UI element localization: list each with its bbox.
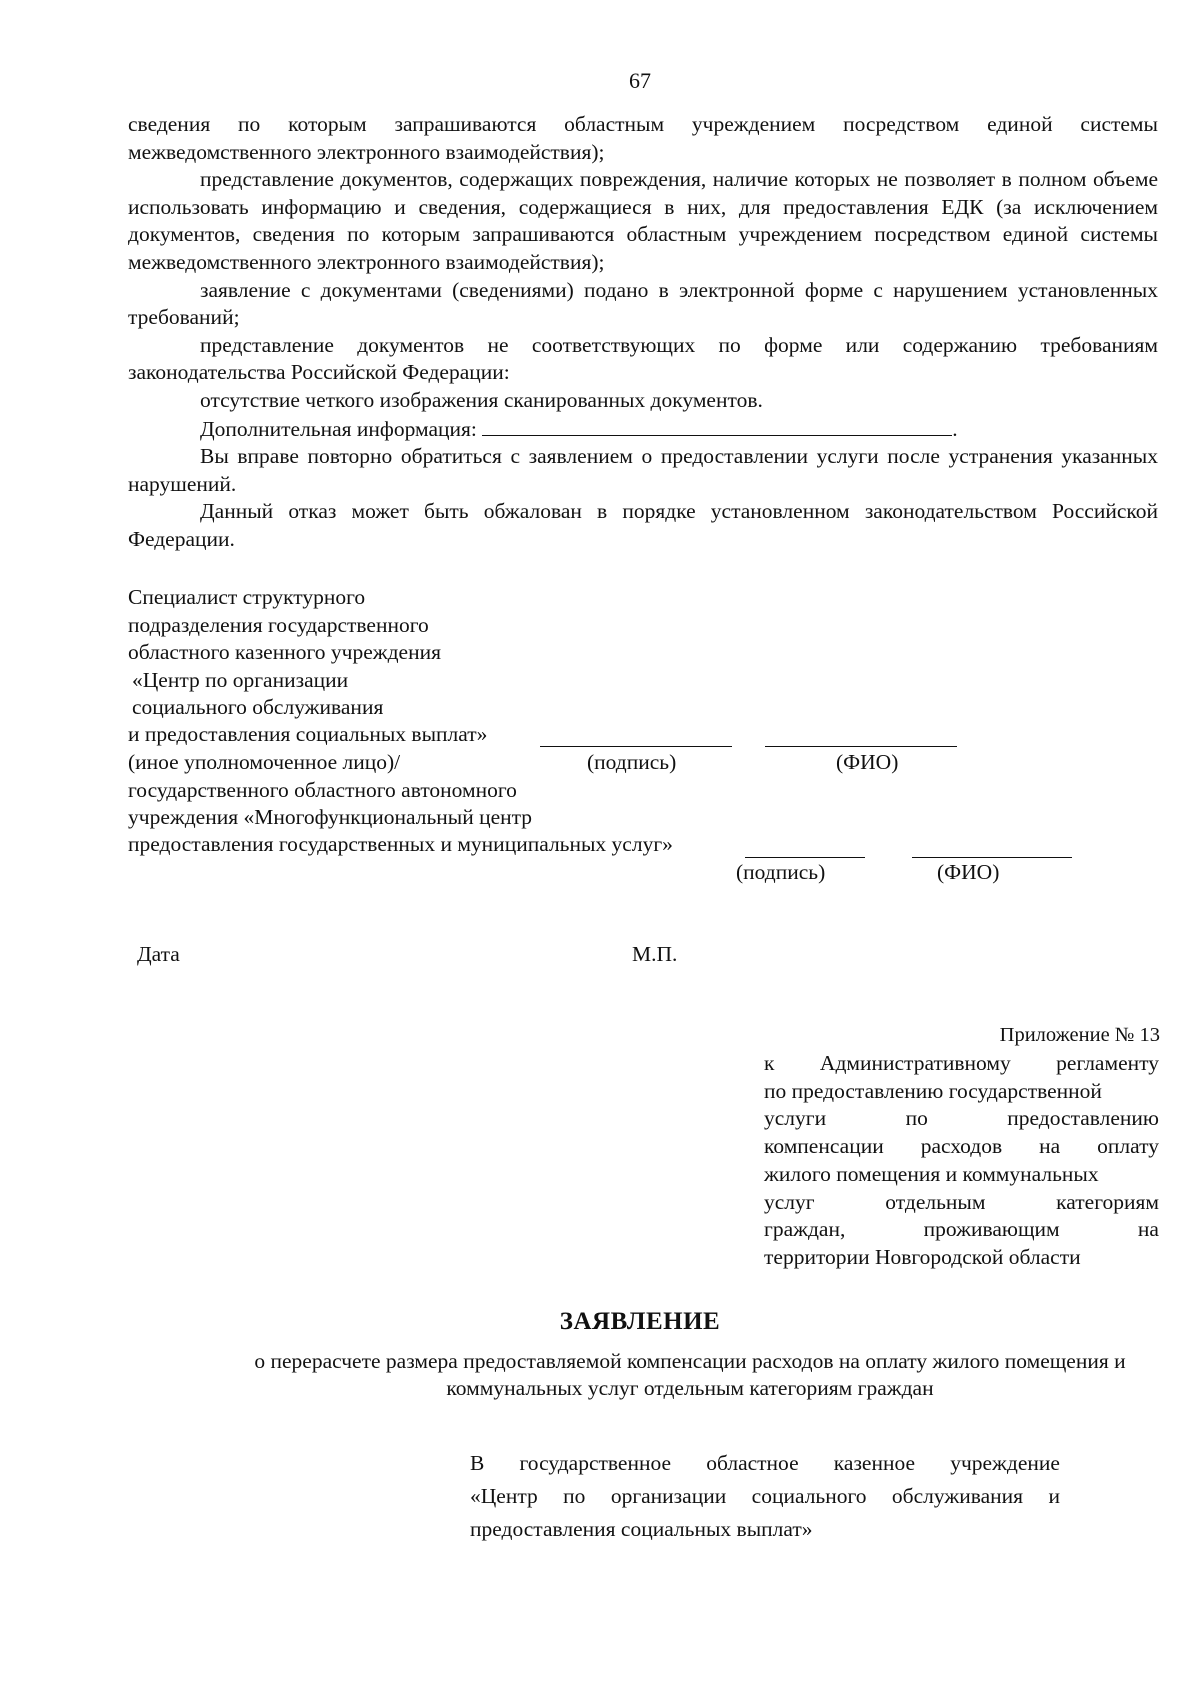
signature-line-2 <box>745 857 865 858</box>
appendix-word: граждан, <box>764 1217 846 1242</box>
addressee-word: В <box>470 1451 485 1475</box>
addressee-line <box>470 1447 1060 1480</box>
appendix-word: по <box>905 1106 928 1131</box>
sig-line-2: подразделения государственного <box>128 613 429 637</box>
appendix-word: на <box>1039 1134 1061 1159</box>
sig-line-6: и предоставления социальных выплат» <box>128 722 488 746</box>
refusal-body-text <box>128 111 1158 554</box>
paragraph-1: сведения по которым запрашиваются областным учреждением посредством единой системы межведомственного электронного взаимодействия); <box>128 112 1158 164</box>
name-caption-2: (ФИО) <box>937 860 1000 884</box>
appendix-word: услуги <box>764 1106 827 1131</box>
signature-caption-2: (подпись) <box>736 860 826 884</box>
appendix-word: к <box>764 1051 775 1075</box>
appendix-word: предоставлению <box>1007 1106 1159 1131</box>
appendix-word: оплату <box>1097 1134 1159 1159</box>
sig-line-10: предоставления государственных и муниципальных услуг» <box>128 832 673 856</box>
addressee-word: казенное <box>833 1451 916 1475</box>
paragraph-4: представление документов не соответствующих по форме или содержанию требованиям законодательства Российской Федерации: <box>128 332 1158 385</box>
addressee-word: предоставления социальных выплат» <box>470 1517 813 1541</box>
appendix-word: отдельным <box>885 1189 986 1214</box>
addressee-word: «Центр <box>470 1484 538 1508</box>
addressee-word: организации <box>610 1484 727 1508</box>
appendix-word: регламенту <box>1056 1051 1159 1075</box>
appendix-word: Административному <box>819 1051 1011 1075</box>
appendix-word: категориям <box>1056 1189 1159 1214</box>
signature-caption-1: (подпись) <box>587 750 677 774</box>
addressee-word: социального <box>751 1484 867 1508</box>
appendix-line <box>764 1133 1159 1161</box>
name-line-2 <box>912 857 1072 858</box>
additional-info-line <box>128 415 1158 444</box>
statement-title: ЗАЯВЛЕНИЕ <box>559 1308 721 1335</box>
appendix-reference <box>764 1050 1159 1272</box>
additional-info-label: Дополнительная информация: <box>200 416 477 441</box>
appendix-word: проживающим <box>923 1217 1060 1242</box>
sig-line-7: (иное уполномоченное лицо)/ <box>128 750 401 774</box>
statement-subtitle: о перерасчете размера предоставляемой компенсации расходов на оплату жилого помещения и коммунальных услуг отдельным категориям граждан <box>254 1349 1126 1400</box>
addressee-line <box>470 1480 1060 1513</box>
paragraph-7: Вы вправе повторно обратиться с заявлением о предоставлении услуги после устранения указанных нарушений. <box>128 444 1158 496</box>
appendix-line <box>764 1078 1159 1106</box>
sig-line-1: Специалист структурного <box>128 585 366 609</box>
appendix-word: по предоставлению государственной <box>764 1078 1102 1103</box>
signature-line-1 <box>540 746 732 747</box>
appendix-word: компенсации <box>764 1134 884 1159</box>
addressee-word: учреждение <box>950 1451 1060 1475</box>
paragraph-2: представление документов, содержащих повреждения, наличие которых не позволяет в полном объеме использовать информацию и сведения, содержащиеся в них, для предоставления ЕДК (за исключением документов, сведения по которым запрашиваются областным учреждением посредством единой системы межведомственного электронного взаимодействия); <box>128 167 1158 274</box>
addressee-word: по <box>563 1484 586 1508</box>
appendix-line <box>764 1161 1159 1189</box>
appendix-word: жилого помещения и коммунальных <box>764 1161 1099 1186</box>
page-number: 67 <box>629 68 651 93</box>
paragraph-5: отсутствие четкого изображения сканированных документов. <box>200 387 763 412</box>
addressee-word: государственное <box>519 1451 672 1475</box>
date-label: Дата <box>137 942 180 966</box>
addressee-word: обслуживания <box>891 1484 1024 1508</box>
sig-line-9: учреждения «Многофункциональный центр <box>128 805 533 829</box>
addressee-word: областное <box>706 1451 799 1475</box>
sig-line-3: областного казенного учреждения <box>128 640 441 664</box>
addressee-line <box>470 1513 1060 1546</box>
sig-line-5: социального обслуживания <box>132 695 384 719</box>
appendix-line <box>764 1050 1159 1078</box>
addressee-word: и <box>1048 1484 1060 1508</box>
appendix-word: территории Новгородской области <box>764 1244 1081 1269</box>
appendix-line <box>764 1105 1159 1133</box>
addressee-block <box>470 1447 1060 1546</box>
appendix-heading: Приложение № 13 <box>999 1024 1160 1046</box>
name-caption-1: (ФИО) <box>836 750 899 774</box>
seal-label: М.П. <box>632 942 678 966</box>
appendix-line <box>764 1244 1159 1272</box>
additional-info-blank <box>482 415 952 436</box>
appendix-word: на <box>1137 1217 1159 1242</box>
appendix-word: расходов <box>920 1134 1003 1159</box>
paragraph-3: заявление с документами (сведениями) подано в электронной форме с нарушением установленных требований; <box>128 277 1158 330</box>
appendix-line <box>764 1189 1159 1217</box>
paragraph-8: Данный отказ может быть обжалован в порядке установленном законодательством Российской Федерации. <box>128 499 1158 551</box>
additional-info-end: . <box>952 416 958 441</box>
name-line-1 <box>765 746 957 747</box>
sig-line-8: государственного областного автономного <box>128 778 517 802</box>
appendix-line <box>764 1216 1159 1244</box>
appendix-word: услуг <box>764 1189 815 1214</box>
sig-line-4: «Центр по организации <box>132 668 349 692</box>
